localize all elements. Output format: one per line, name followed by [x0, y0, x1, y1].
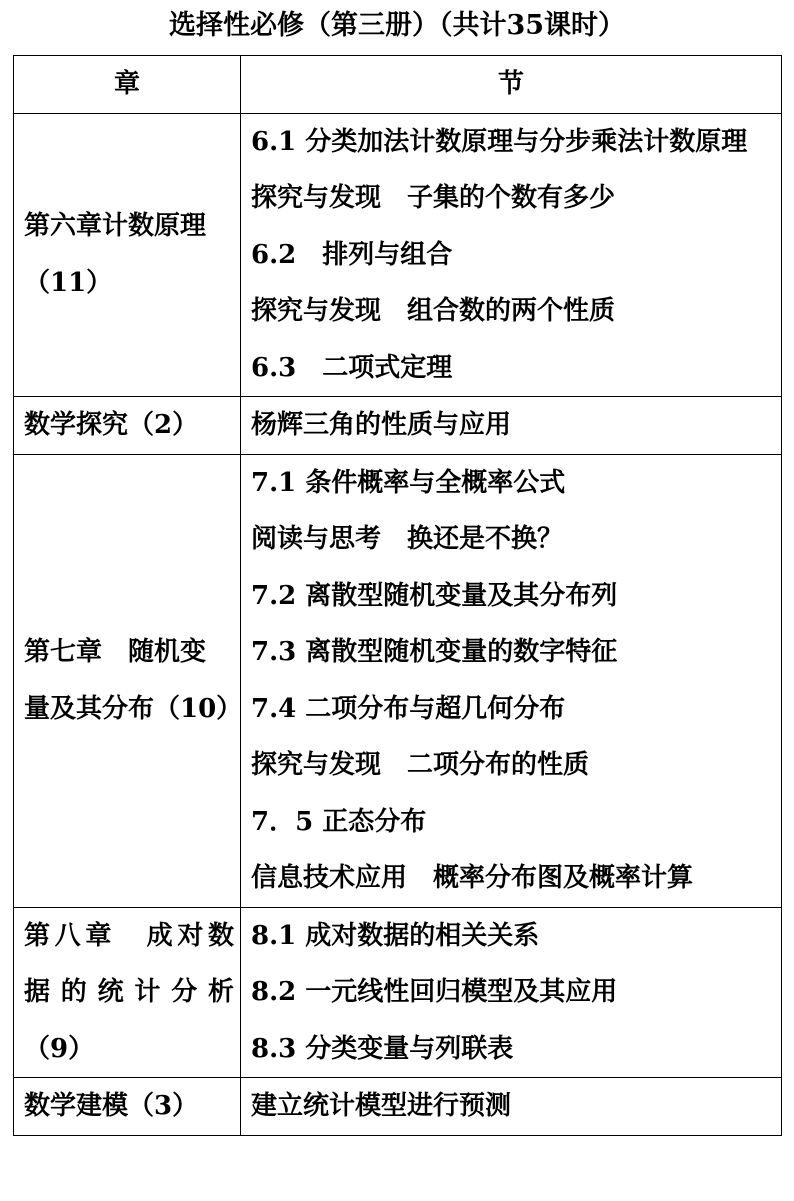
section-cell	[241, 113, 782, 397]
chapter-cell	[14, 1078, 241, 1136]
section-item: 7．5 正态分布	[251, 806, 427, 837]
section-item: 杨辉三角的性质与应用	[251, 410, 512, 440]
chapter-hours: （9）	[24, 1033, 95, 1064]
chapter-name-line: 据的统计分析	[24, 977, 234, 1007]
section-item: 7.2 离散型随机变量及其分布列	[251, 580, 618, 611]
header-section: 节	[241, 56, 782, 114]
chapter-hours: （11）	[24, 267, 113, 298]
section-item: 8.3 分类变量与列联表	[251, 1033, 514, 1064]
page-title: 选择性必修（第三册）（共计35课时）	[168, 10, 626, 41]
section-item: 信息技术应用 概率分布图及概率计算	[251, 863, 694, 893]
section-item: 阅读与思考 换还是不换？	[251, 524, 564, 554]
chapter-name-line: 数学探究（2）	[24, 410, 199, 440]
section-item: 6.1 分类加法计数原理与分步乘法计数原理	[251, 126, 748, 157]
table-row	[14, 907, 782, 1078]
chapter-cell	[14, 454, 241, 907]
table-row	[14, 454, 782, 907]
section-item: 7.4 二项分布与超几何分布	[251, 693, 566, 724]
chapter-name-line: 第七章 随机变	[24, 637, 207, 667]
chapter-cell	[14, 397, 241, 455]
section-item: 7.3 离散型随机变量的数字特征	[251, 637, 618, 667]
section-cell	[241, 454, 782, 907]
chapter-name-line: 第六章计数原理	[24, 211, 207, 242]
syllabus-table	[13, 55, 782, 1136]
section-item: 探究与发现 二项分布的性质	[251, 750, 590, 780]
section-item: 6.3 二项式定理	[251, 352, 453, 383]
chapter-name-line: 量及其分布（10）	[24, 693, 243, 724]
table-header-row	[14, 56, 782, 114]
section-item: 6.2 排列与组合	[251, 239, 453, 270]
section-item: 7.1 条件概率与全概率公式	[251, 467, 566, 498]
section-cell	[241, 397, 782, 455]
chapter-cell	[14, 113, 241, 397]
section-item: 8.1 成对数据的相关关系	[251, 920, 540, 951]
section-cell	[241, 907, 782, 1078]
section-item: 8.2 一元线性回归模型及其应用	[251, 977, 618, 1007]
section-item: 探究与发现 组合数的两个性质	[251, 296, 616, 326]
section-item: 建立统计模型进行预测	[251, 1091, 512, 1121]
chapter-name-line: 数学建模（3）	[24, 1091, 199, 1121]
section-item: 探究与发现 子集的个数有多少	[251, 183, 616, 213]
header-chapter: 章	[14, 56, 241, 114]
chapter-cell	[14, 907, 241, 1078]
chapter-name-line: 第八章 成对数	[24, 920, 234, 951]
table-row	[14, 113, 782, 397]
table-row	[14, 1078, 782, 1136]
table-row	[14, 397, 782, 455]
section-cell	[241, 1078, 782, 1136]
